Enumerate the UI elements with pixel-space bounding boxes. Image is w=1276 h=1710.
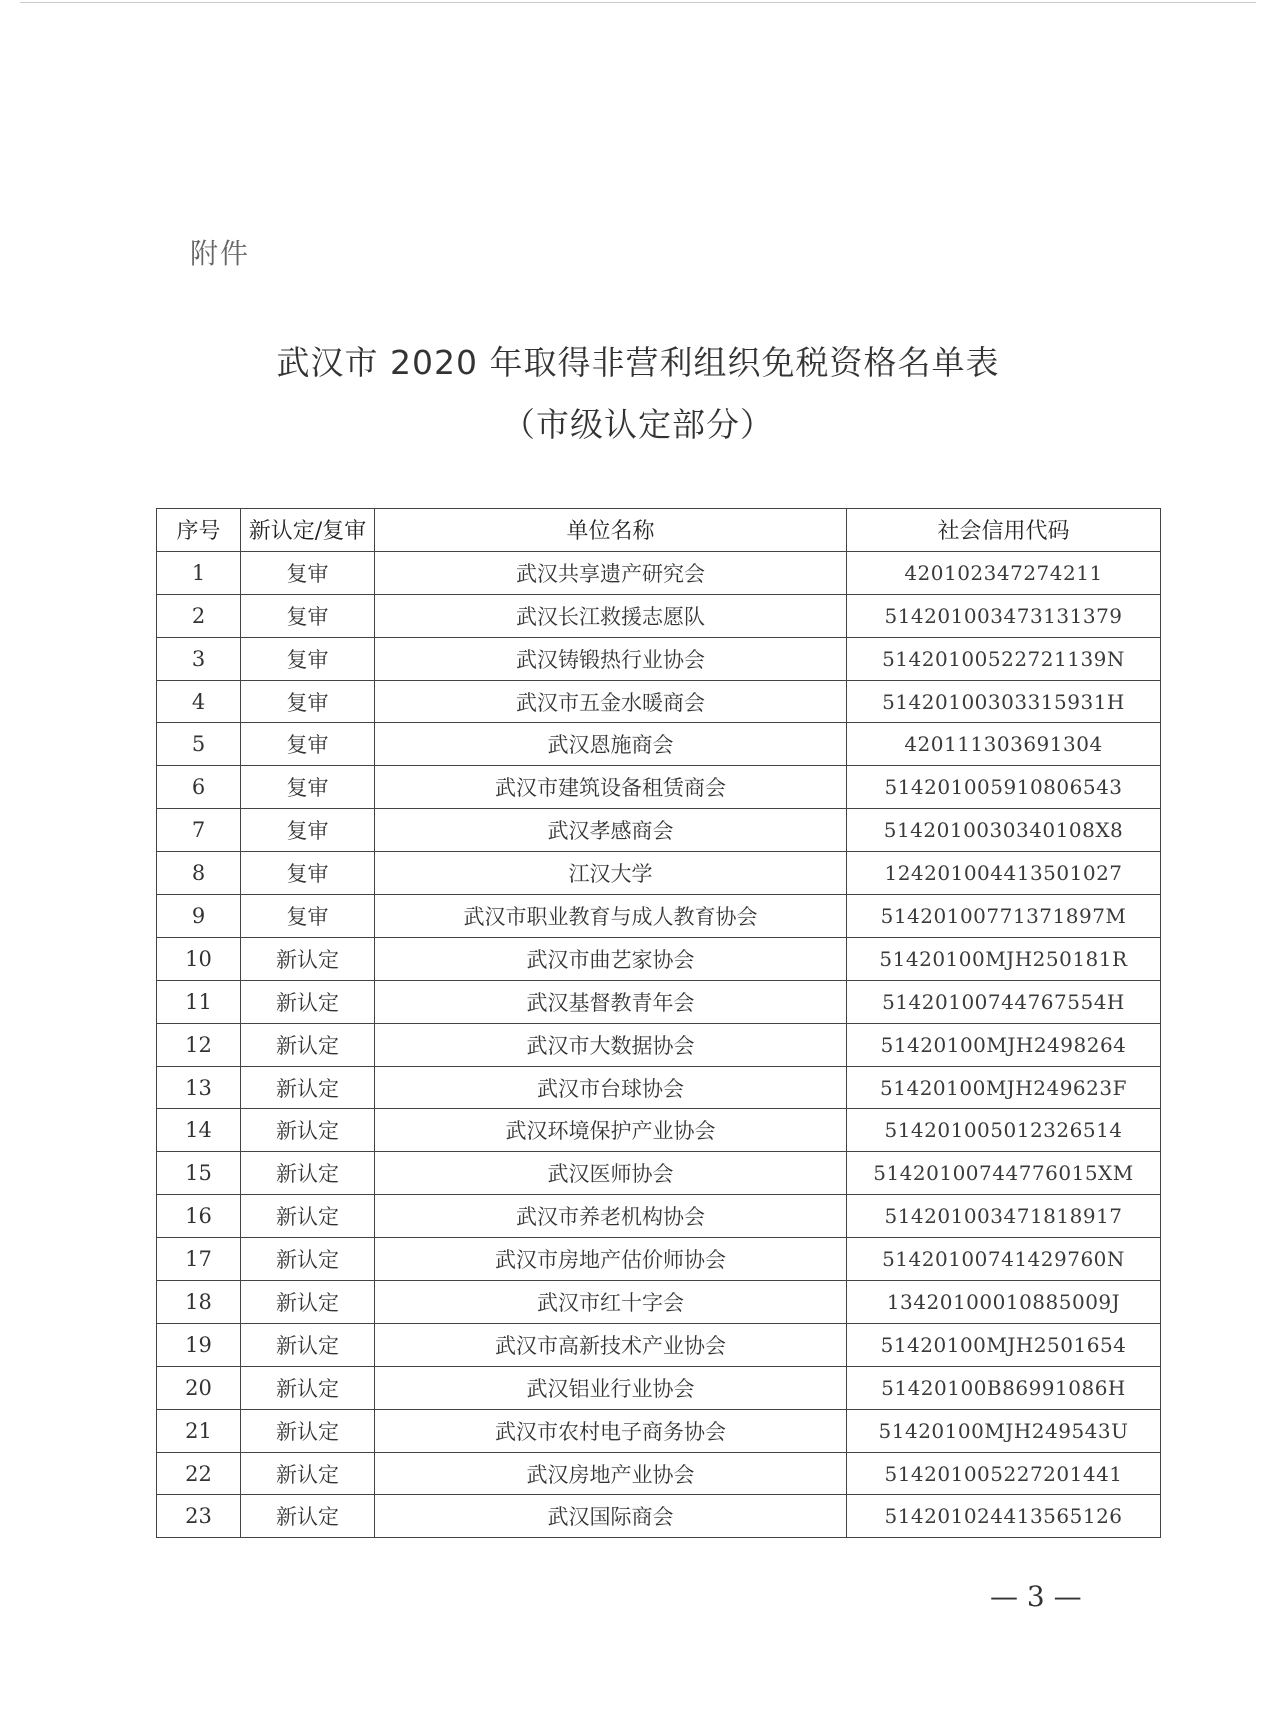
row-index: 6 [157, 766, 241, 809]
table-row [157, 1023, 1161, 1066]
row-index: 2 [157, 594, 241, 637]
row-index: 17 [157, 1238, 241, 1281]
row-credit-code: 51420100771371897M [847, 895, 1161, 938]
row-unit-name: 武汉市高新技术产业协会 [375, 1323, 847, 1366]
row-index: 23 [157, 1495, 241, 1538]
tax-exempt-list-table [156, 508, 1161, 1538]
row-review-type: 新认定 [241, 1152, 375, 1195]
table-row [157, 680, 1161, 723]
row-index: 18 [157, 1281, 241, 1324]
row-review-type: 新认定 [241, 1495, 375, 1538]
row-credit-code: 514201005012326514 [847, 1109, 1161, 1152]
row-credit-code: 514201005910806543 [847, 766, 1161, 809]
table-row [157, 1066, 1161, 1109]
row-index: 20 [157, 1366, 241, 1409]
table-row [157, 1495, 1161, 1538]
row-review-type: 复审 [241, 852, 375, 895]
row-unit-name: 武汉市台球协会 [375, 1066, 847, 1109]
row-unit-name: 武汉基督教青年会 [375, 980, 847, 1023]
row-review-type: 复审 [241, 809, 375, 852]
row-review-type: 复审 [241, 551, 375, 594]
row-review-type: 复审 [241, 895, 375, 938]
row-unit-name: 武汉长江救援志愿队 [375, 594, 847, 637]
row-credit-code: 124201004413501027 [847, 852, 1161, 895]
row-unit-name: 武汉市曲艺家协会 [375, 937, 847, 980]
row-review-type: 复审 [241, 594, 375, 637]
row-unit-name: 江汉大学 [375, 852, 847, 895]
row-unit-name: 武汉市建筑设备租赁商会 [375, 766, 847, 809]
row-index: 13 [157, 1066, 241, 1109]
row-review-type: 新认定 [241, 1366, 375, 1409]
document-title: 武汉市 2020 年取得非营利组织免税资格名单表 [276, 343, 1000, 382]
row-credit-code: 5142010030340108X8 [847, 809, 1161, 852]
row-review-type: 新认定 [241, 980, 375, 1023]
table-row [157, 1238, 1161, 1281]
row-credit-code: 51420100MJH2501654 [847, 1323, 1161, 1366]
row-unit-name: 武汉铝业行业协会 [375, 1366, 847, 1409]
table-row [157, 1152, 1161, 1195]
table-row [157, 723, 1161, 766]
row-index: 11 [157, 980, 241, 1023]
table-row [157, 1409, 1161, 1452]
column-header-index: 序号 [157, 509, 241, 552]
row-unit-name: 武汉房地产业协会 [375, 1452, 847, 1495]
page-number: — 3 — [990, 1580, 1082, 1613]
table-row [157, 852, 1161, 895]
table-row [157, 1281, 1161, 1324]
row-credit-code: 420102347274211 [847, 551, 1161, 594]
row-unit-name: 武汉恩施商会 [375, 723, 847, 766]
row-review-type: 新认定 [241, 937, 375, 980]
row-credit-code: 51420100MJH2498264 [847, 1023, 1161, 1066]
row-index: 22 [157, 1452, 241, 1495]
table-row [157, 1366, 1161, 1409]
row-index: 21 [157, 1409, 241, 1452]
row-credit-code: 51420100B86991086H [847, 1366, 1161, 1409]
row-index: 5 [157, 723, 241, 766]
row-unit-name: 武汉环境保护产业协会 [375, 1109, 847, 1152]
table-row [157, 980, 1161, 1023]
table-row [157, 1195, 1161, 1238]
row-index: 16 [157, 1195, 241, 1238]
row-index: 12 [157, 1023, 241, 1066]
row-index: 3 [157, 637, 241, 680]
row-credit-code: 514201024413565126 [847, 1495, 1161, 1538]
row-unit-name: 武汉医师协会 [375, 1152, 847, 1195]
row-review-type: 复审 [241, 637, 375, 680]
row-index: 1 [157, 551, 241, 594]
row-review-type: 新认定 [241, 1109, 375, 1152]
table-row [157, 637, 1161, 680]
table-row [157, 895, 1161, 938]
row-unit-name: 武汉市职业教育与成人教育协会 [375, 895, 847, 938]
table-row [157, 809, 1161, 852]
top-edge-rule [20, 2, 1256, 3]
table-row [157, 1109, 1161, 1152]
document-subtitle: （市级认定部分） [502, 405, 774, 444]
row-index: 9 [157, 895, 241, 938]
row-credit-code: 51420100MJH250181R [847, 937, 1161, 980]
row-index: 10 [157, 937, 241, 980]
row-review-type: 新认定 [241, 1023, 375, 1066]
row-unit-name: 武汉市红十字会 [375, 1281, 847, 1324]
row-credit-code: 514201003473131379 [847, 594, 1161, 637]
row-credit-code: 514201005227201441 [847, 1452, 1161, 1495]
table-row [157, 766, 1161, 809]
row-review-type: 复审 [241, 766, 375, 809]
row-unit-name: 武汉市大数据协会 [375, 1023, 847, 1066]
column-header-credit-code: 社会信用代码 [847, 509, 1161, 552]
column-header-type: 新认定/复审 [241, 509, 375, 552]
row-review-type: 新认定 [241, 1409, 375, 1452]
table-row [157, 1452, 1161, 1495]
table-body [157, 551, 1161, 1537]
table-row [157, 1323, 1161, 1366]
row-review-type: 新认定 [241, 1195, 375, 1238]
row-review-type: 复审 [241, 680, 375, 723]
row-credit-code: 51420100744776015XM [847, 1152, 1161, 1195]
row-credit-code: 514201003471818917 [847, 1195, 1161, 1238]
row-unit-name: 武汉共享遗产研究会 [375, 551, 847, 594]
row-review-type: 复审 [241, 723, 375, 766]
row-index: 8 [157, 852, 241, 895]
row-review-type: 新认定 [241, 1066, 375, 1109]
row-index: 7 [157, 809, 241, 852]
row-index: 19 [157, 1323, 241, 1366]
row-credit-code: 51420100303315931H [847, 680, 1161, 723]
row-unit-name: 武汉孝感商会 [375, 809, 847, 852]
row-unit-name: 武汉市农村电子商务协会 [375, 1409, 847, 1452]
row-credit-code: 13420100010885009J [847, 1281, 1161, 1324]
row-index: 14 [157, 1109, 241, 1152]
table-row [157, 551, 1161, 594]
row-review-type: 新认定 [241, 1238, 375, 1281]
column-header-unit-name: 单位名称 [375, 509, 847, 552]
attachment-label: 附件 [190, 237, 251, 270]
row-credit-code: 51420100744767554H [847, 980, 1161, 1023]
row-credit-code: 51420100MJH249543U [847, 1409, 1161, 1452]
row-unit-name: 武汉市养老机构协会 [375, 1195, 847, 1238]
row-unit-name: 武汉国际商会 [375, 1495, 847, 1538]
row-index: 15 [157, 1152, 241, 1195]
row-index: 4 [157, 680, 241, 723]
row-credit-code: 51420100MJH249623F [847, 1066, 1161, 1109]
row-unit-name: 武汉市五金水暖商会 [375, 680, 847, 723]
row-credit-code: 51420100741429760N [847, 1238, 1161, 1281]
row-review-type: 新认定 [241, 1323, 375, 1366]
row-unit-name: 武汉铸锻热行业协会 [375, 637, 847, 680]
row-credit-code: 51420100522721139N [847, 637, 1161, 680]
row-credit-code: 420111303691304 [847, 723, 1161, 766]
row-review-type: 新认定 [241, 1281, 375, 1324]
row-unit-name: 武汉市房地产估价师协会 [375, 1238, 847, 1281]
table-row [157, 937, 1161, 980]
table-header-row [157, 509, 1161, 552]
row-review-type: 新认定 [241, 1452, 375, 1495]
table-row [157, 594, 1161, 637]
